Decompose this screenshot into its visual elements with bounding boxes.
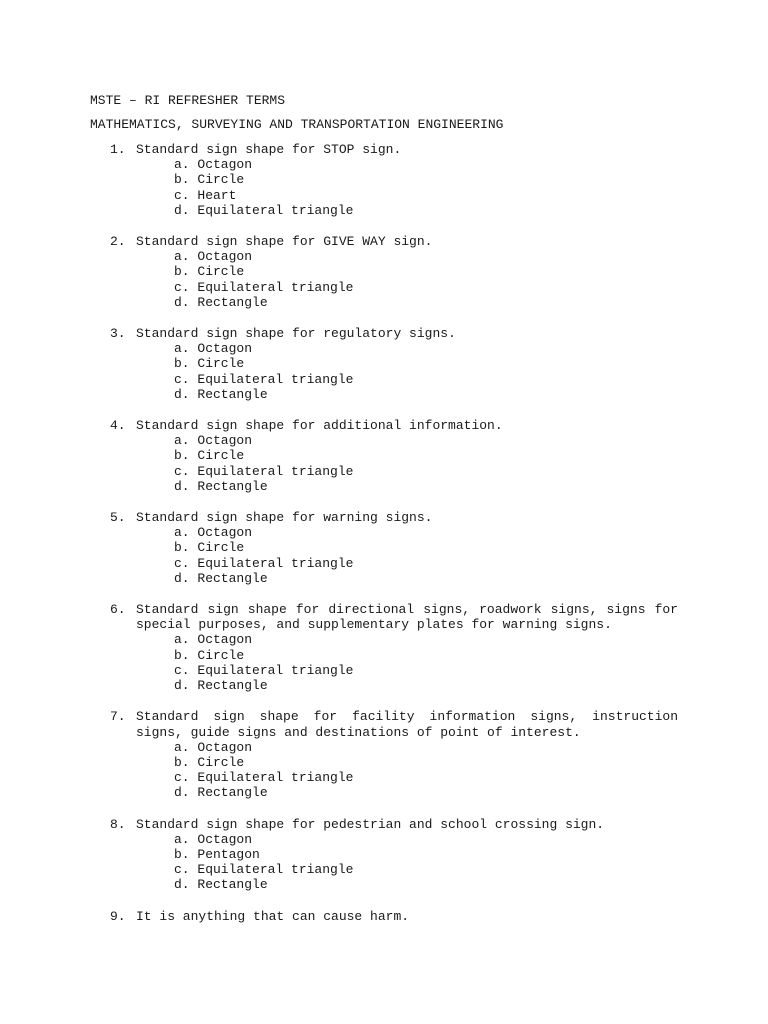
choice-option: b. Circle <box>174 540 245 556</box>
question-item <box>0 142 768 218</box>
choice-list <box>0 525 768 586</box>
choice-list <box>0 433 768 494</box>
question-item <box>0 510 768 586</box>
choice-option: c. Equilateral triangle <box>174 770 354 786</box>
choice-option: a. Octagon <box>174 157 253 173</box>
choice-option: d. Rectangle <box>174 785 268 801</box>
choice-option: d. Rectangle <box>174 678 268 694</box>
question-text: Standard sign shape for pedestrian and school crossing sign. <box>136 816 605 832</box>
question-number: 3. <box>110 326 126 342</box>
choice-list <box>0 341 768 402</box>
choice-option: d. Rectangle <box>174 570 268 586</box>
question-number: 5. <box>110 510 126 526</box>
choice-option: c. Equilateral triangle <box>174 371 354 387</box>
choice-option: c. Equilateral triangle <box>174 279 354 295</box>
choice-option: d. Rectangle <box>174 877 268 893</box>
question-text: Standard sign shape for warning signs. <box>136 510 433 526</box>
choice-option: a. Octagon <box>174 632 253 648</box>
document-title: MSTE – RI REFRESHER TERMS <box>90 93 286 108</box>
choice-option: c. Equilateral triangle <box>174 555 354 571</box>
choice-list <box>0 249 768 310</box>
choice-option: a. Octagon <box>174 249 253 265</box>
document-subtitle: MATHEMATICS, SURVEYING AND TRANSPORTATION ENGINEERING <box>90 117 504 132</box>
question-text: It is anything that can cause harm. <box>136 908 410 924</box>
question-text: Standard sign shape for STOP sign. <box>136 142 402 157</box>
question-number: 9. <box>110 908 126 924</box>
choice-option: b. Pentagon <box>174 846 260 862</box>
choice-list <box>0 832 768 893</box>
question-item <box>0 234 768 310</box>
choice-option: b. Circle <box>174 264 245 280</box>
choice-option: c. Heart <box>174 187 237 203</box>
question-item <box>0 817 768 893</box>
choice-option: c. Equilateral triangle <box>174 862 354 878</box>
choice-option: c. Equilateral triangle <box>174 662 354 678</box>
choice-option: a. Octagon <box>174 739 253 755</box>
choice-option: b. Circle <box>174 172 245 188</box>
choice-option: d. Rectangle <box>174 386 268 402</box>
question-number: 8. <box>110 816 126 832</box>
choice-option: c. Equilateral triangle <box>174 463 354 479</box>
question-text: Standard sign shape for regulatory signs. <box>136 326 456 342</box>
question-text: Standard sign shape for facility information signs, instruction signs, guide signs and destinations of point of interest. <box>136 709 678 740</box>
question-number: 6. <box>110 602 126 618</box>
choice-list <box>0 157 768 218</box>
choice-option: b. Circle <box>174 647 245 663</box>
question-item <box>0 326 768 402</box>
choice-option: d. Equilateral triangle <box>174 202 354 218</box>
choice-option: a. Octagon <box>174 433 253 449</box>
question-number: 2. <box>110 234 126 250</box>
choice-option: b. Circle <box>174 356 245 372</box>
choice-list <box>0 740 768 801</box>
choice-option: d. Rectangle <box>174 294 268 310</box>
question-item <box>0 602 768 693</box>
question-item <box>0 709 768 800</box>
question-text: Standard sign shape for additional information. <box>136 418 503 434</box>
question-number: 4. <box>110 418 126 434</box>
choice-list <box>0 632 768 693</box>
question-number: 7. <box>110 709 126 725</box>
question-text: Standard sign shape for directional signs, roadwork signs, signs for special purposes, and supplementary plates for warning signs. <box>136 602 678 633</box>
choice-option: b. Circle <box>174 448 245 464</box>
question-item <box>0 909 768 924</box>
choice-option: b. Circle <box>174 754 245 770</box>
choice-option: d. Rectangle <box>174 478 268 494</box>
choice-option: a. Octagon <box>174 341 253 357</box>
choice-option: a. Octagon <box>174 525 253 541</box>
choice-option: a. Octagon <box>174 831 253 847</box>
question-number: 1. <box>110 142 126 157</box>
question-list <box>0 142 768 940</box>
question-item <box>0 418 768 494</box>
question-text: Standard sign shape for GIVE WAY sign. <box>136 234 433 250</box>
